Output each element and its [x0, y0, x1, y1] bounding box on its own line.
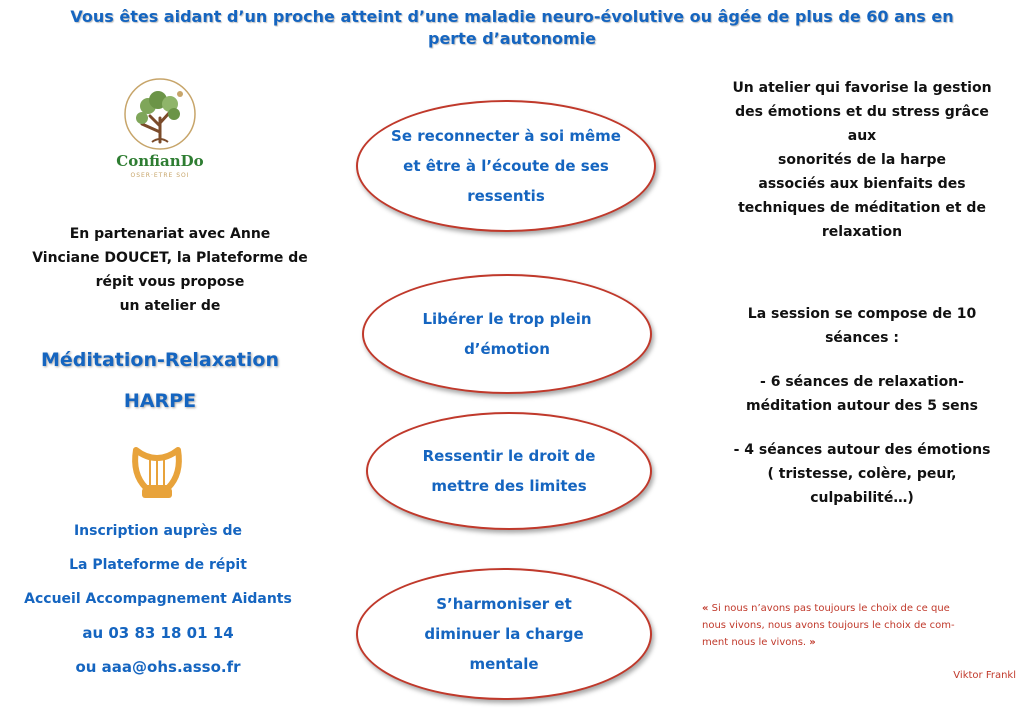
bubble-reconnect — [356, 100, 656, 232]
contact-email[interactable]: ou aaa@ohs.asso.fr — [75, 658, 241, 676]
session-intro-line: La session se compose de 10 — [747, 306, 977, 322]
contact-line: Accueil Accompagnement Aidants — [24, 591, 292, 607]
quote-open-mark: « — [702, 603, 709, 614]
workshop-name: Méditation-Relaxation — [41, 349, 279, 371]
bubble-line: Se reconnecter à soi même — [391, 127, 621, 145]
logo-tagline: OSER·ETRE SOI — [130, 172, 190, 179]
title-line-2: perte d’autonomie — [427, 29, 596, 48]
quote-line: nous vivons, nous avons toujours le choix de com- — [702, 620, 955, 631]
bubble-line: mettre des limites — [431, 477, 587, 495]
partner-line: En partenariat avec Anne — [69, 226, 271, 242]
bubble-line: diminuer la charge — [424, 625, 584, 643]
quote-line: Si nous n’avons pas toujours le choix de ce que — [711, 603, 950, 614]
session-intro-line: séances : — [825, 330, 899, 346]
workshop-description — [712, 76, 1012, 244]
session-item-2-line: ( tristesse, colère, peur, — [767, 466, 957, 482]
description-line: associés aux bienfaits des — [758, 176, 966, 192]
bubble-line: Ressentir le droit de — [422, 447, 596, 465]
bubble-line: ressentis — [467, 187, 545, 205]
contact-line: Inscription auprès de — [73, 523, 243, 539]
workshop-title — [20, 344, 300, 412]
bubble-line: Libérer le trop plein — [422, 310, 592, 328]
contact-phone[interactable]: au 03 83 18 01 14 — [82, 624, 234, 642]
bubble-line: S’harmoniser et — [436, 595, 572, 613]
description-line: techniques de méditation et de — [738, 200, 986, 216]
description-line: aux — [847, 128, 877, 144]
quote-author: Viktor Frankl — [953, 670, 1016, 681]
contact-info — [0, 514, 316, 684]
session-details — [712, 302, 1012, 510]
session-item-2-line: - 4 séances autour des émotions — [733, 442, 991, 458]
description-line: Un atelier qui favorise la gestion — [732, 80, 992, 96]
partner-line: répit vous propose — [95, 274, 245, 290]
page-title — [10, 6, 1014, 50]
session-item-2-line: culpabilité…) — [810, 490, 914, 506]
description-line: relaxation — [821, 224, 903, 240]
bubble-release-emotion — [362, 274, 652, 394]
bubble-harmonize — [356, 568, 652, 700]
session-item-1-line: méditation autour des 5 sens — [746, 398, 978, 414]
partner-text — [20, 222, 320, 318]
partner-line: un atelier de — [119, 298, 221, 314]
bubble-line: et être à l’écoute de ses — [403, 157, 609, 175]
session-item-1-line: - 6 séances de relaxation- — [760, 374, 964, 390]
description-line: des émotions et du stress grâce — [735, 104, 989, 120]
quote-line: ment nous le vivons. — [702, 637, 807, 648]
description-line: sonorités de la harpe — [778, 152, 946, 168]
title-line-1: Vous êtes aidant d’un proche atteint d’une maladie neuro-évolutive ou âgée de plus de 60 ans en — [70, 7, 954, 26]
quote — [702, 600, 1002, 651]
contact-line: La Plateforme de répit — [69, 557, 247, 573]
quote-close-mark: » — [809, 637, 816, 648]
logo-name: ConfianDo — [116, 152, 204, 170]
confiando-logo — [112, 76, 208, 186]
bubble-line: mentale — [469, 655, 539, 673]
bubble-line: d’émotion — [464, 340, 550, 358]
harp-icon — [128, 444, 186, 504]
partner-line: Vinciane DOUCET, la Plateforme de — [32, 250, 308, 266]
bubble-set-limits — [366, 412, 652, 530]
workshop-subtitle: HARPE — [123, 390, 197, 412]
